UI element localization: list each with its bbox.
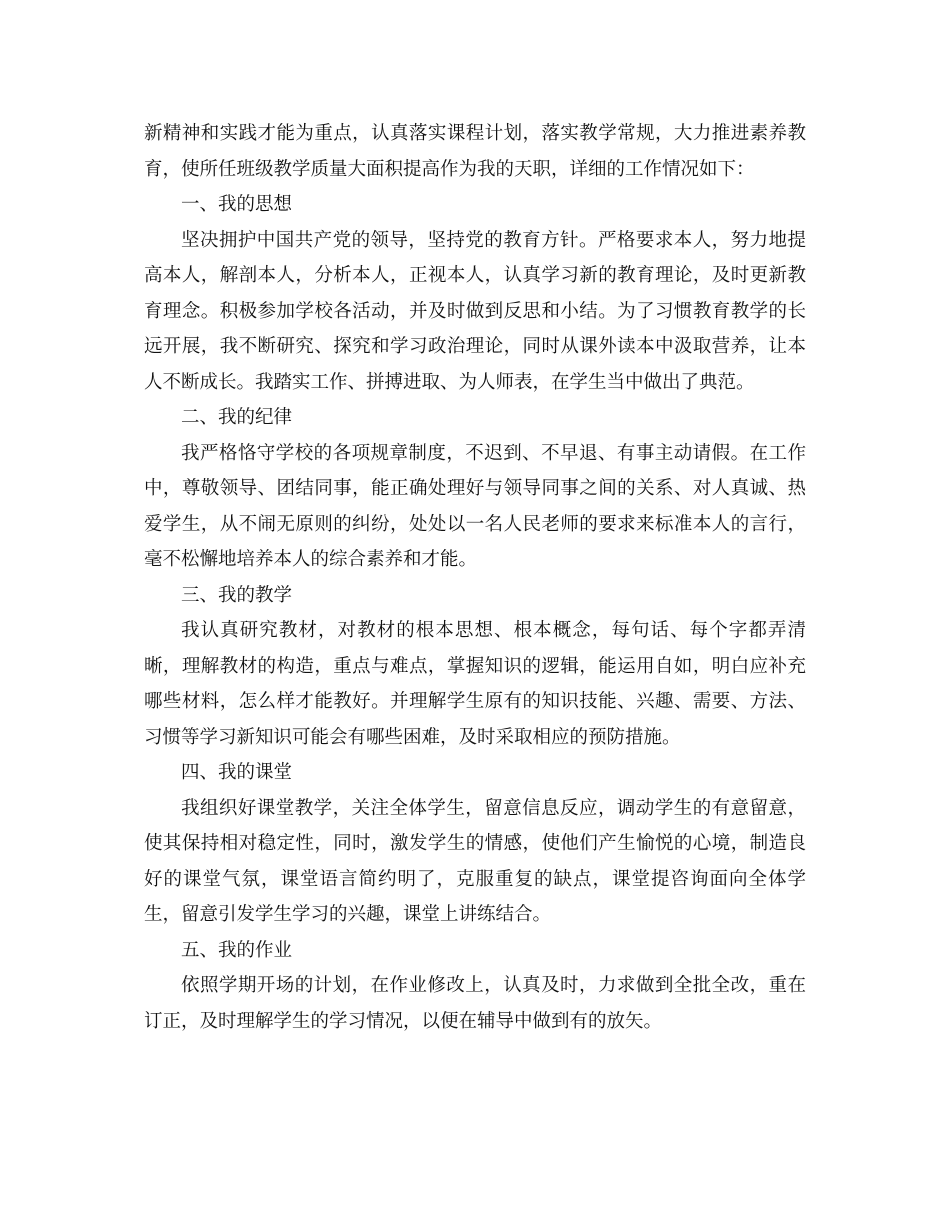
section-heading-teaching: 三、我的教学 (181, 584, 293, 606)
section-heading-classroom: 四、我的课堂 (181, 762, 293, 783)
document-body (144, 116, 806, 1039)
intro-paragraph: 新精神和实践才能为重点，认真落实课程计划，落实教学常规，大力推进素养教育，使所任班级教学质量大面积提高作为我的天职，详细的工作情况如下： (144, 123, 806, 180)
section-body-discipline: 我严格恪守学校的各项规章制度，不迟到、不早退、有事主动请假。在工作中，尊敬领导、团结同事，能正确处理好与领导同事之间的关系、对人真诚、热爱学生，从不闹无原则的纠纷，处处以一名人民老师的要求来标准本人的言行，毫不松懈地培养本人的综合素养和才能。 (144, 442, 806, 570)
section-body-classroom: 我组织好课堂教学，关注全体学生，留意信息反应，调动学生的有意留意，使其保持相对稳定性，同时，激发学生的情感，使他们产生愉悦的心境，制造良好的课堂气氛，课堂语言简约明了，克服重复的缺点，课堂提咨询面向全体学生，留意引发学生学习的兴趣，课堂上讲练结合。 (144, 797, 806, 925)
section-heading-thought: 一、我的思想 (181, 194, 293, 215)
section-body-homework: 依照学期开场的计划，在作业修改上，认真及时，力求做到全批全改，重在订正，及时理解学生的学习情况，以便在辅导中做到有的放矢。 (144, 975, 806, 1032)
section-heading-discipline: 二、我的纪律 (181, 407, 293, 428)
section-body-thought: 坚决拥护中国共产党的领导，坚持党的教育方针。严格要求本人，努力地提高本人，解剖本人，分析本人，正视本人，认真学习新的教育理论，及时更新教育理念。积极参加学校各活动，并及时做到反思和小结。为了习惯教育教学的长远开展，我不断研究、探究和学习政治理论，同时从课外读本中汲取营养，让本人不断成长。我踏实工作、拼搏进取、为人师表，在学生当中做出了典范。 (144, 229, 806, 393)
section-heading-homework: 五、我的作业 (181, 939, 293, 961)
section-body-teaching: 我认真研究教材，对教材的根本思想、根本概念，每句话、每个字都弄清晰，理解教材的构造，重点与难点，掌握知识的逻辑，能运用自如，明白应补充哪些材料，怎么样才能教好。并理解学生原有的知识技能、兴趣、需要、方法、习惯等学习新知识可能会有哪些困难，及时采取相应的预防措施。 (144, 620, 806, 748)
